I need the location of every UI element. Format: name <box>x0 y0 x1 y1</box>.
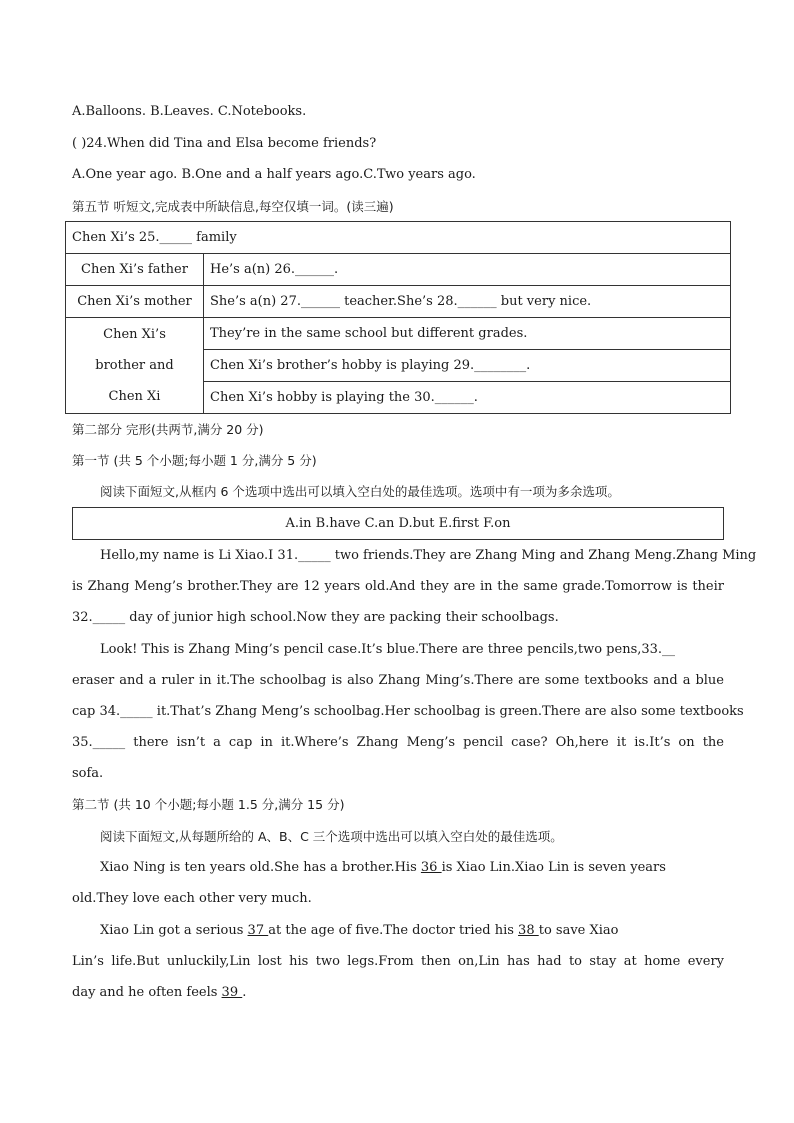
question-23-options: A.Balloons. B.Leaves. C.Notebooks. <box>72 104 307 119</box>
table-value-school: They’re in the same school but different grades. <box>204 318 731 350</box>
part-2-title: 第二部分 完形(共两节,满分 20 分) <box>72 422 264 437</box>
table-value-brother-hobby: Chen Xi’s brother’s hobby is playing 29.________. <box>204 350 731 382</box>
blank-36: 36 <box>420 860 442 875</box>
passage2-text: at the age of five.The doctor tried his <box>268 923 519 938</box>
table-label-siblings-line1: Chen Xi’s <box>103 327 166 342</box>
table-value-father: He’s a(n) 26.______. <box>204 254 731 286</box>
passage2-text: is Xiao Lin.Xiao Lin is seven years <box>441 860 666 875</box>
section-5-title: 第五节 听短文,完成表中所缺信息,每空仅填一词。(读三遍) <box>72 199 394 214</box>
options-box: A.in B.have C.an D.but E.first F.on <box>72 507 724 540</box>
table-label-mother: Chen Xi’s mother <box>66 286 204 318</box>
part-2-section-2-title: 第二节 (共 10 个小题;每小题 1.5 分,满分 15 分) <box>72 797 345 812</box>
table-label-siblings-line3: Chen Xi <box>108 389 161 404</box>
table-label-siblings <box>66 318 204 414</box>
table-value-chenxi-hobby: Chen Xi’s hobby is playing the 30.______. <box>204 382 731 414</box>
part-2-section-2-instruction: 阅读下面短文,从每题所给的 A、B、C 三个选项中选出可以填入空白处的最佳选项。 <box>100 829 563 844</box>
table-row-family: Chen Xi’s 25._____ family <box>66 222 731 254</box>
table-value-mother: She’s a(n) 27.______ teacher.She’s 28.______ but very nice. <box>204 286 731 318</box>
passage2-text: Xiao Lin got a serious <box>100 923 248 938</box>
passage2-text: Xiao Ning is ten years old.She has a brother.His <box>100 860 421 875</box>
passage2-text: day and he often feels <box>72 985 222 1000</box>
passage2-text: to save Xiao <box>538 923 619 938</box>
passage1-line: is Zhang Meng’s brother.They are 12 years old.And they are in the same grade.Tomorrow is their <box>72 579 724 594</box>
table-label-father: Chen Xi’s father <box>66 254 204 286</box>
passage1-line: cap 34._____ it.That’s Zhang Meng’s schoolbag.Her schoolbag is green.There are also some textbooks <box>72 704 744 719</box>
passage1-line: sofa. <box>72 766 104 781</box>
passage2-line: old.They love each other very much. <box>72 891 312 906</box>
blank-38: 38 <box>518 923 539 938</box>
question-24: ( )24.When did Tina and Elsa become friends? <box>72 136 377 151</box>
blank-39: 39 <box>221 985 243 1000</box>
passage2-line <box>72 985 246 1001</box>
listening-table <box>65 221 731 414</box>
passage1-line: Look! This is Zhang Ming’s pencil case.It’s blue.There are three pencils,two pens,33.__ <box>100 642 676 657</box>
passage2-line: Lin’s life.But unluckily,Lin lost his two legs.From then on,Lin has had to stay at home every <box>72 954 724 969</box>
passage1-line: 32._____ day of junior high school.Now they are packing their schoolbags. <box>72 610 559 625</box>
part-2-section-1-instruction: 阅读下面短文,从框内 6 个选项中选出可以填入空白处的最佳选项。选项中有一项为多余选项。 <box>100 484 620 499</box>
passage1-line: eraser and a ruler in it.The schoolbag is also Zhang Ming’s.There are some textbooks and a blue <box>72 673 724 688</box>
blank-37: 37 <box>247 923 269 938</box>
passage2-line <box>100 923 619 939</box>
passage2-line <box>100 860 666 876</box>
passage1-line: 35._____ there isn’t a cap in it.Where’s Zhang Meng’s pencil case? Oh,here it is.It’s on the <box>72 735 724 750</box>
part-2-section-1-title: 第一节 (共 5 个小题;每小题 1 分,满分 5 分) <box>72 453 317 468</box>
table-label-siblings-line2: brother and <box>95 358 174 373</box>
passage1-line: Hello,my name is Li Xiao.I 31._____ two friends.They are Zhang Ming and Zhang Meng.Zhang Ming <box>100 548 757 563</box>
question-24-options: A.One year ago. B.One and a half years ago.C.Two years ago. <box>72 167 476 182</box>
passage2-text: . <box>242 985 247 1000</box>
